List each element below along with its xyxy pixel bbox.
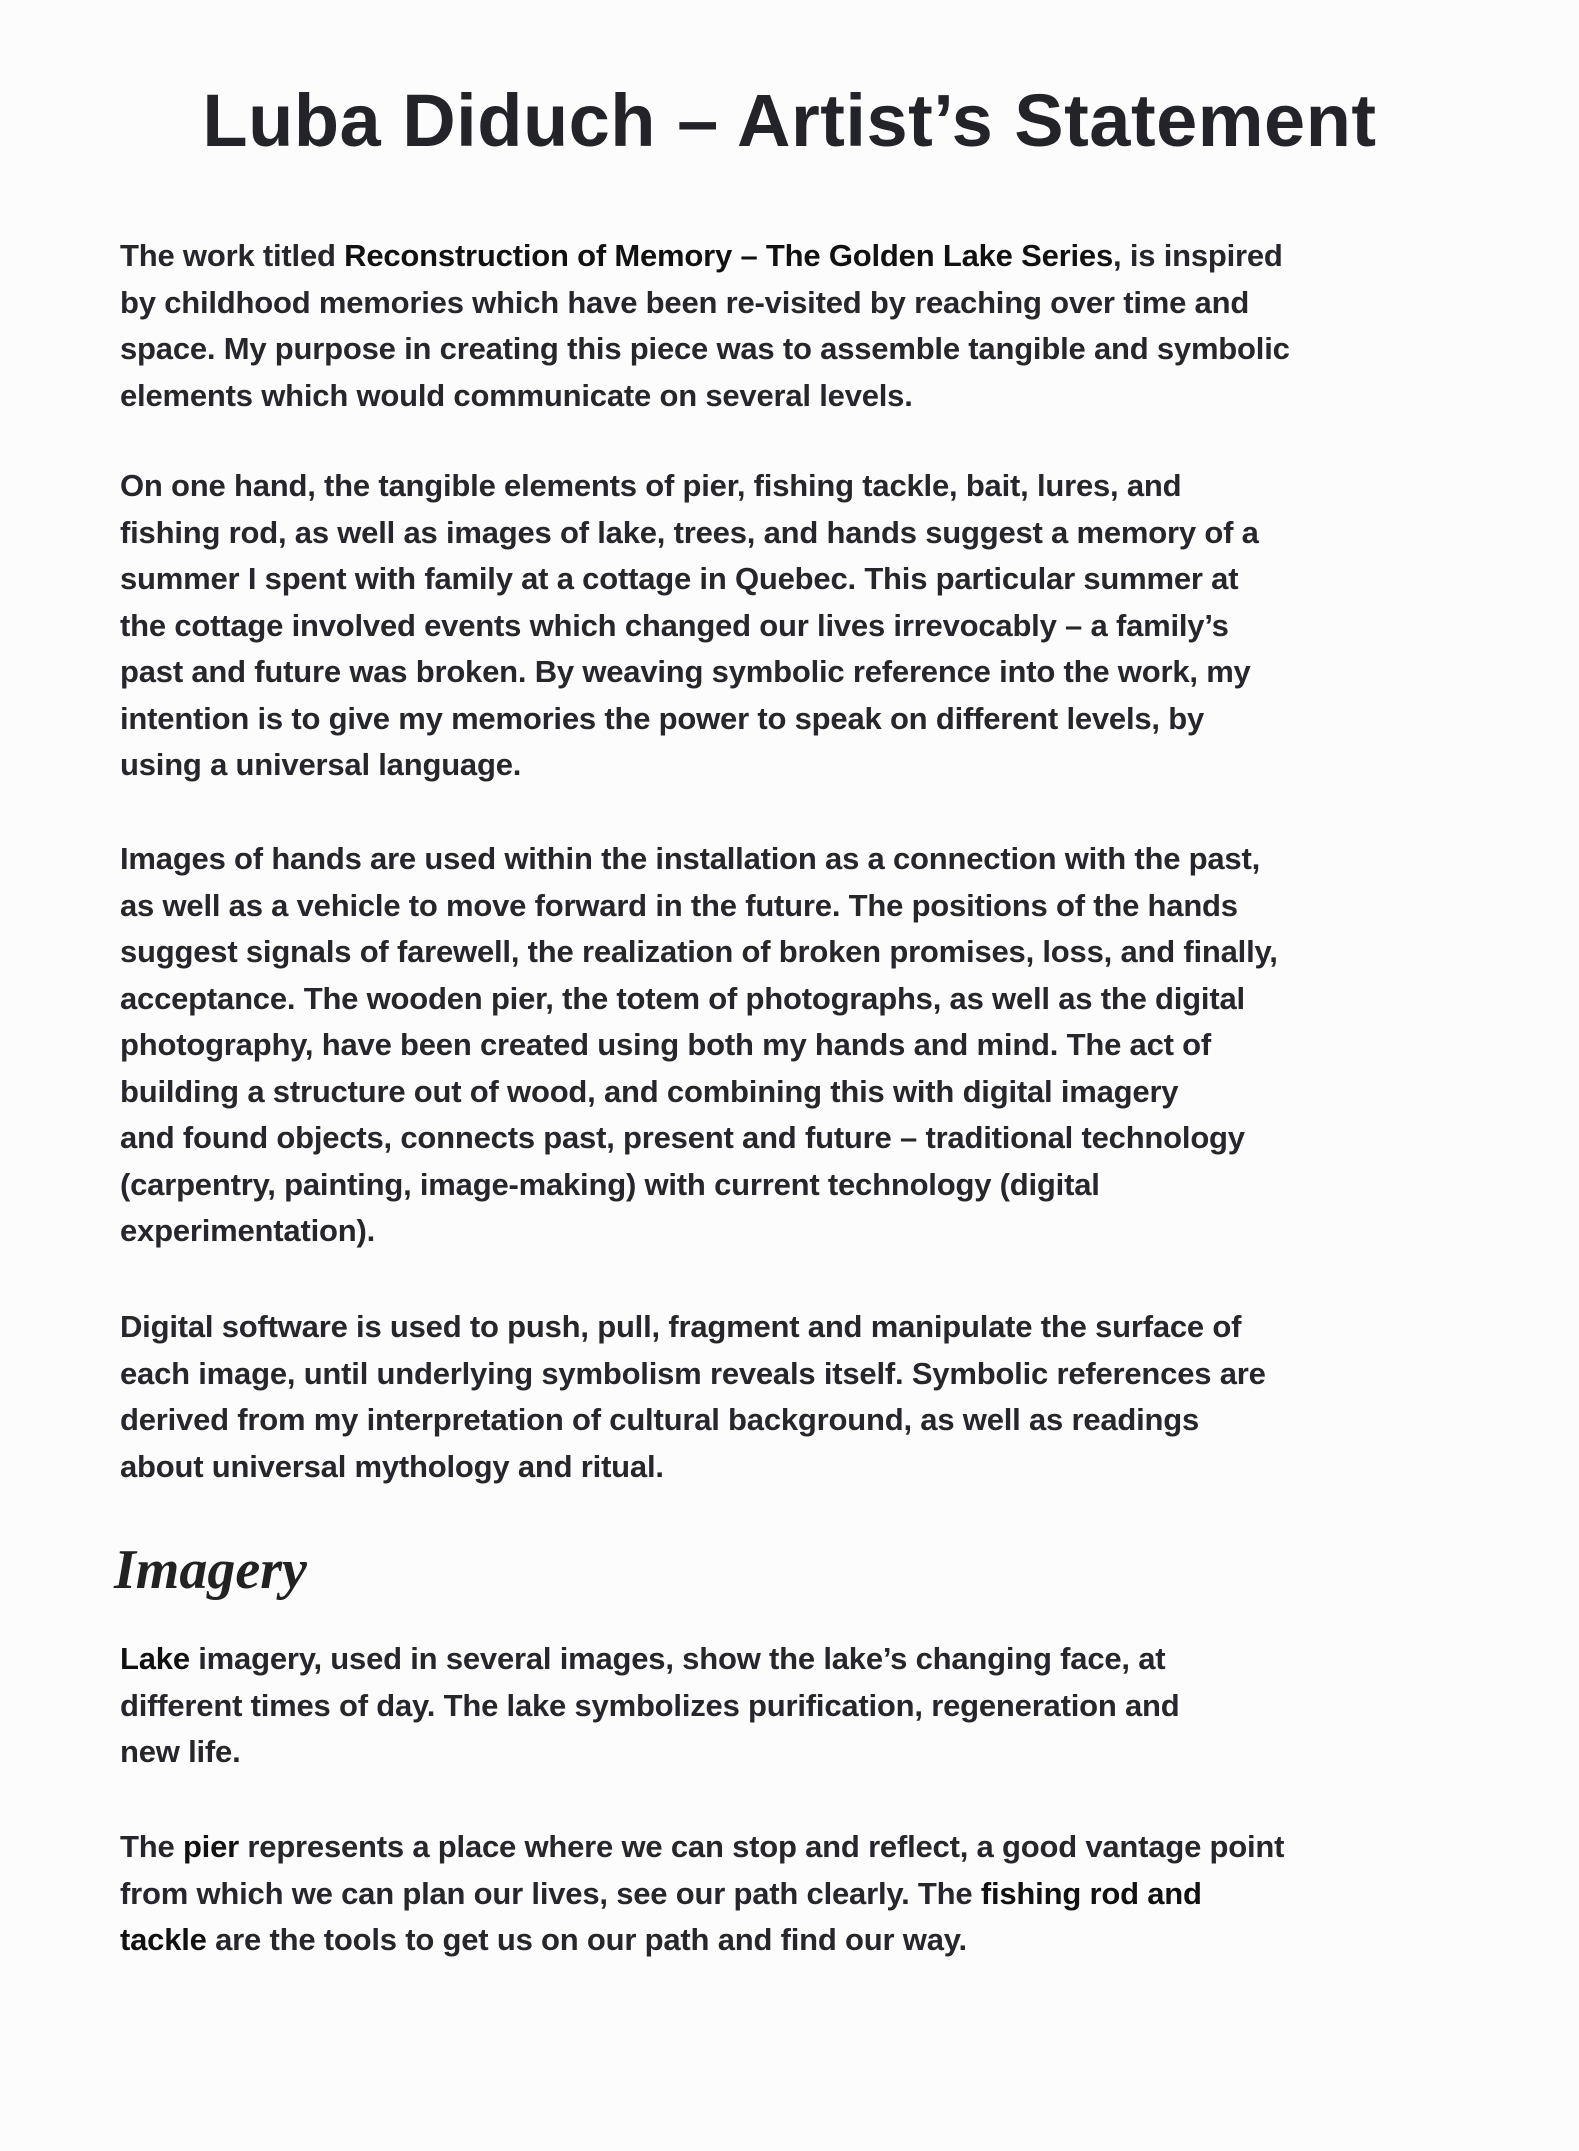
body-text: Digital software is used to push, pull, fragment and manipulate the surface of <box>120 1309 1242 1344</box>
body-text: (carpentry, painting, image-making) with current technology (digital <box>120 1166 1100 1202</box>
section-heading-imagery: Imagery <box>114 1539 307 1601</box>
text-line <box>120 280 1520 327</box>
text-line <box>120 1162 1520 1209</box>
body-text: summer I spent with family at a cottage in Quebec. This particular summer at <box>120 561 1239 596</box>
body-text: different times of day. The lake symbolizes purification, regeneration and <box>120 1687 1180 1723</box>
text-line <box>120 233 1520 280</box>
body-text: On one hand, the tangible elements of pier, fishing tackle, bait, lures, and <box>120 468 1182 503</box>
body-text: The work titled <box>120 238 345 273</box>
emphasized-text: pier <box>182 1829 239 1864</box>
body-text: from which we can plan our lives, see our path clearly. The <box>120 1875 981 1911</box>
body-text: each image, until underlying symbolism reveals itself. Symbolic references are <box>120 1355 1266 1391</box>
paragraph-tangible-elements <box>120 463 1520 789</box>
text-line <box>120 1115 1520 1162</box>
text-line <box>120 1871 1520 1918</box>
text-line <box>120 510 1520 557</box>
body-text: The <box>120 1829 183 1864</box>
body-text: the cottage involved events which changed our lives irrevocably – a family’s <box>120 607 1229 643</box>
text-line <box>120 1683 1520 1730</box>
text-line <box>120 1069 1520 1116</box>
body-text: imagery, used in several images, show the lake’s changing face, at <box>189 1641 1166 1676</box>
text-line <box>120 1208 1520 1255</box>
body-text: derived from my interpretation of cultural background, as well as readings <box>120 1402 1200 1437</box>
paragraph-hands <box>120 836 1520 1255</box>
text-line <box>120 1304 1520 1351</box>
body-text: by childhood memories which have been re-visited by reaching over time and <box>120 284 1250 320</box>
text-line <box>120 1729 1520 1776</box>
paragraph-intro <box>120 233 1520 419</box>
body-text: elements which would communicate on several levels. <box>120 377 913 413</box>
page-title: Luba Diduch – Artist’s Statement <box>202 79 1377 162</box>
body-text: and found objects, connects past, present and future – traditional technology <box>120 1120 1245 1155</box>
text-line <box>120 1824 1520 1871</box>
body-text: experimentation). <box>120 1213 375 1248</box>
text-line <box>120 373 1520 420</box>
text-line <box>120 836 1520 883</box>
emphasized-text: Lake <box>120 1641 190 1676</box>
body-text: space. My purpose in creating this piece was to assemble tangible and symbolic <box>120 331 1290 366</box>
body-text: suggest signals of farewell, the realization of broken promises, loss, and finally, <box>120 934 1278 969</box>
body-text: intention is to give my memories the power to speak on different levels, by <box>120 700 1205 736</box>
text-line <box>120 929 1520 976</box>
text-line <box>120 556 1520 603</box>
text-line <box>120 1022 1520 1069</box>
text-line <box>120 1636 1520 1683</box>
emphasized-text: fishing rod and <box>980 1875 1202 1911</box>
text-line <box>120 603 1520 650</box>
paragraph-digital-software <box>120 1304 1520 1490</box>
emphasized-text: Reconstruction of Memory – The Golden Lake Series <box>344 238 1113 273</box>
text-line <box>120 976 1520 1023</box>
text-line <box>120 696 1520 743</box>
text-line <box>120 1397 1520 1444</box>
body-text: , is inspired <box>1113 238 1283 273</box>
text-line <box>120 463 1520 510</box>
body-text: acceptance. The wooden pier, the totem of photographs, as well as the digital <box>120 980 1245 1016</box>
text-line <box>120 742 1520 789</box>
body-text: new life. <box>120 1734 241 1769</box>
body-text: using a universal language. <box>120 747 522 782</box>
body-text: represents a place where we can stop and reflect, a good vantage point <box>239 1829 1285 1864</box>
text-line <box>120 1351 1520 1398</box>
text-line <box>120 649 1520 696</box>
body-text: past and future was broken. By weaving symbolic reference into the work, my <box>120 654 1251 689</box>
body-text: Images of hands are used within the installation as a connection with the past, <box>120 841 1261 876</box>
body-text: fishing rod, as well as images of lake, trees, and hands suggest a memory of a <box>120 514 1259 550</box>
text-line <box>120 1444 1520 1491</box>
body-text: are the tools to get us on our path and find our way. <box>206 1922 967 1957</box>
paragraph-lake <box>120 1636 1520 1776</box>
emphasized-text: tackle <box>120 1922 207 1957</box>
text-line <box>120 326 1520 373</box>
body-text: photography, have been created using both my hands and mind. The act of <box>120 1027 1212 1062</box>
text-line <box>120 883 1520 930</box>
text-line <box>120 1917 1520 1964</box>
body-text: building a structure out of wood, and combining this with digital imagery <box>120 1073 1179 1109</box>
body-text: about universal mythology and ritual. <box>120 1448 664 1484</box>
body-text: as well as a vehicle to move forward in the future. The positions of the hands <box>120 887 1238 923</box>
paragraph-pier <box>120 1824 1520 1964</box>
